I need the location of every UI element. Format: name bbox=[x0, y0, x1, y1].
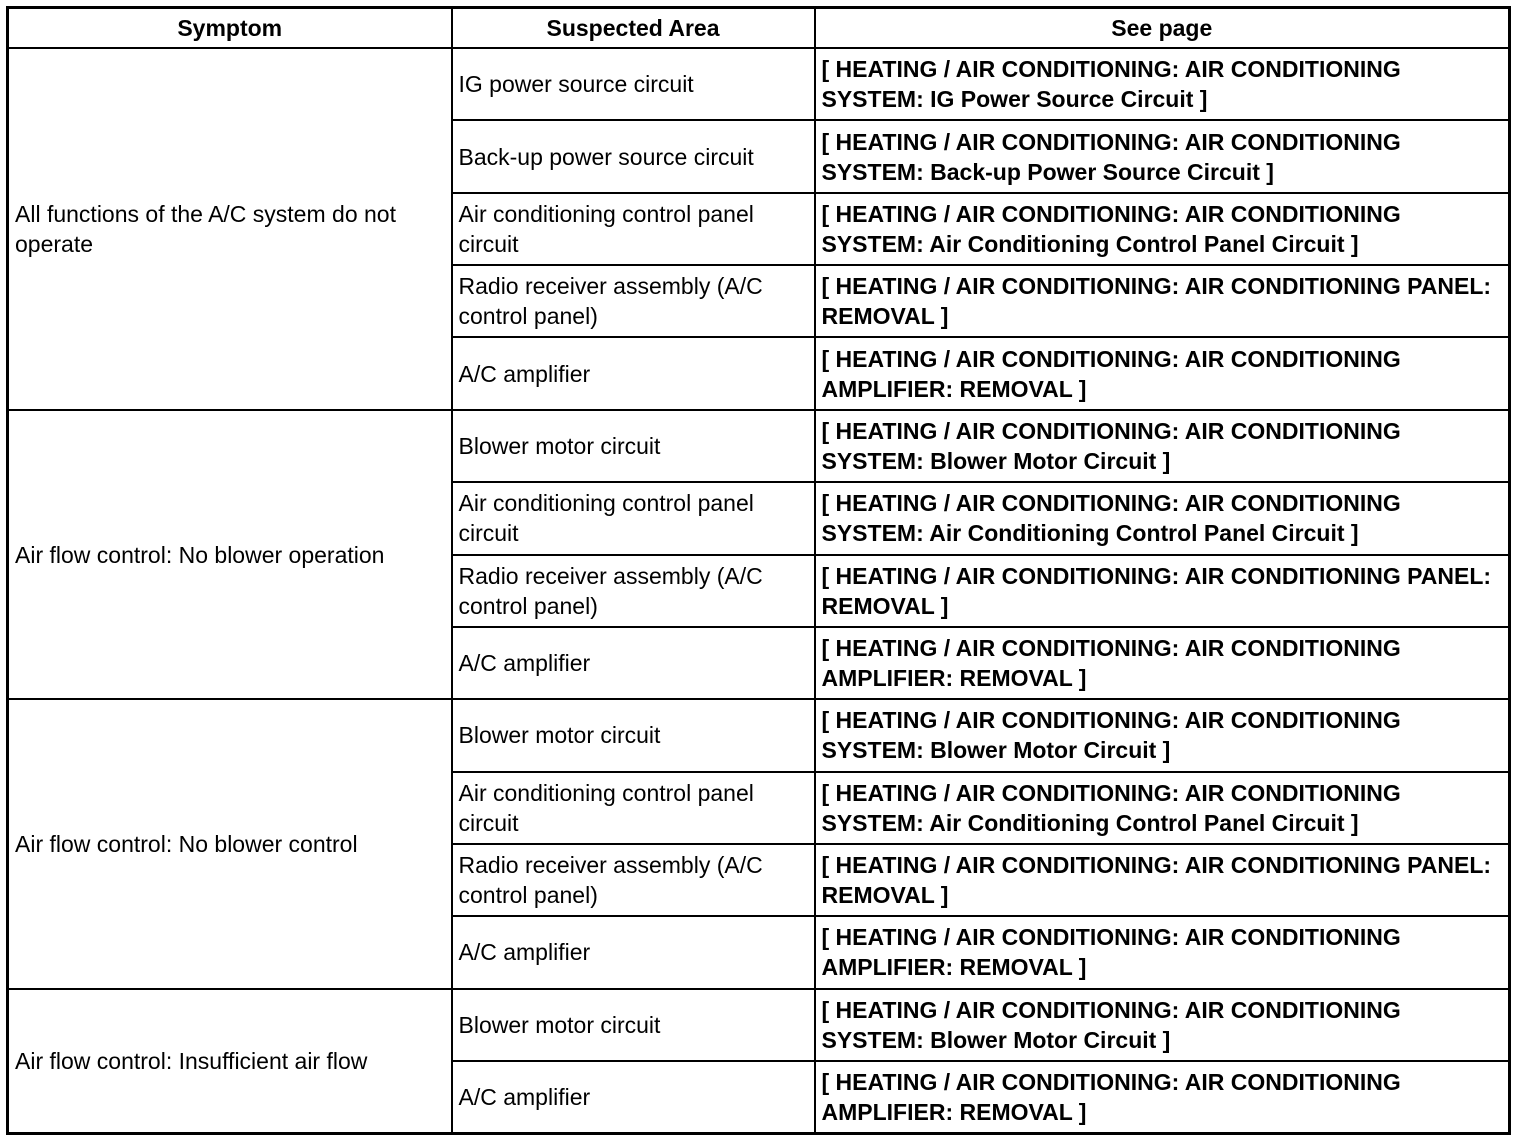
table-row bbox=[8, 48, 1510, 120]
suspected-area-cell: IG power source circuit bbox=[452, 48, 815, 120]
suspected-area-cell: Radio receiver assembly (A/C control panel) bbox=[452, 265, 815, 337]
symptom-cell: All functions of the A/C system do not operate bbox=[8, 48, 452, 410]
suspected-area-cell: A/C amplifier bbox=[452, 337, 815, 409]
suspected-area-cell: Air conditioning control panel circuit bbox=[452, 193, 815, 265]
see-page-link[interactable]: [ HEATING / AIR CONDITIONING: AIR CONDITIONING PANEL: REMOVAL ] bbox=[815, 844, 1510, 916]
suspected-area-cell: A/C amplifier bbox=[452, 1061, 815, 1133]
see-page-link[interactable]: [ HEATING / AIR CONDITIONING: AIR CONDITIONING SYSTEM: Air Conditioning Control Panel Circuit ] bbox=[815, 772, 1510, 844]
symptom-cell: Air flow control: Insufficient air flow bbox=[8, 989, 452, 1134]
symptom-cell: Air flow control: No blower control bbox=[8, 699, 452, 988]
suspected-area-cell: Blower motor circuit bbox=[452, 989, 815, 1061]
header-symptom: Symptom bbox=[8, 8, 452, 49]
header-see-page: See page bbox=[815, 8, 1510, 49]
see-page-link[interactable]: [ HEATING / AIR CONDITIONING: AIR CONDITIONING SYSTEM: IG Power Source Circuit ] bbox=[815, 48, 1510, 120]
see-page-link[interactable]: [ HEATING / AIR CONDITIONING: AIR CONDITIONING AMPLIFIER: REMOVAL ] bbox=[815, 916, 1510, 988]
table-row bbox=[8, 989, 1510, 1061]
see-page-link[interactable]: [ HEATING / AIR CONDITIONING: AIR CONDITIONING AMPLIFIER: REMOVAL ] bbox=[815, 337, 1510, 409]
see-page-link[interactable]: [ HEATING / AIR CONDITIONING: AIR CONDITIONING PANEL: REMOVAL ] bbox=[815, 555, 1510, 627]
suspected-area-cell: A/C amplifier bbox=[452, 627, 815, 699]
table-row bbox=[8, 410, 1510, 482]
see-page-link[interactable]: [ HEATING / AIR CONDITIONING: AIR CONDITIONING AMPLIFIER: REMOVAL ] bbox=[815, 627, 1510, 699]
suspected-area-cell: Radio receiver assembly (A/C control panel) bbox=[452, 555, 815, 627]
see-page-link[interactable]: [ HEATING / AIR CONDITIONING: AIR CONDITIONING AMPLIFIER: REMOVAL ] bbox=[815, 1061, 1510, 1133]
table-row bbox=[8, 699, 1510, 771]
diagnosis-table bbox=[6, 6, 1511, 1135]
see-page-link[interactable]: [ HEATING / AIR CONDITIONING: AIR CONDITIONING PANEL: REMOVAL ] bbox=[815, 265, 1510, 337]
see-page-link[interactable]: [ HEATING / AIR CONDITIONING: AIR CONDITIONING SYSTEM: Blower Motor Circuit ] bbox=[815, 989, 1510, 1061]
see-page-link[interactable]: [ HEATING / AIR CONDITIONING: AIR CONDITIONING SYSTEM: Blower Motor Circuit ] bbox=[815, 410, 1510, 482]
see-page-link[interactable]: [ HEATING / AIR CONDITIONING: AIR CONDITIONING SYSTEM: Air Conditioning Control Panel Circuit ] bbox=[815, 193, 1510, 265]
symptom-cell: Air flow control: No blower operation bbox=[8, 410, 452, 699]
suspected-area-cell: Blower motor circuit bbox=[452, 699, 815, 771]
header-row bbox=[8, 8, 1510, 49]
suspected-area-cell: Air conditioning control panel circuit bbox=[452, 482, 815, 554]
suspected-area-cell: Back-up power source circuit bbox=[452, 120, 815, 192]
suspected-area-cell: Radio receiver assembly (A/C control panel) bbox=[452, 844, 815, 916]
suspected-area-cell: A/C amplifier bbox=[452, 916, 815, 988]
see-page-link[interactable]: [ HEATING / AIR CONDITIONING: AIR CONDITIONING SYSTEM: Blower Motor Circuit ] bbox=[815, 699, 1510, 771]
suspected-area-cell: Air conditioning control panel circuit bbox=[452, 772, 815, 844]
suspected-area-cell: Blower motor circuit bbox=[452, 410, 815, 482]
see-page-link[interactable]: [ HEATING / AIR CONDITIONING: AIR CONDITIONING SYSTEM: Back-up Power Source Circuit ] bbox=[815, 120, 1510, 192]
see-page-link[interactable]: [ HEATING / AIR CONDITIONING: AIR CONDITIONING SYSTEM: Air Conditioning Control Panel Circuit ] bbox=[815, 482, 1510, 554]
header-suspected-area: Suspected Area bbox=[452, 8, 815, 49]
